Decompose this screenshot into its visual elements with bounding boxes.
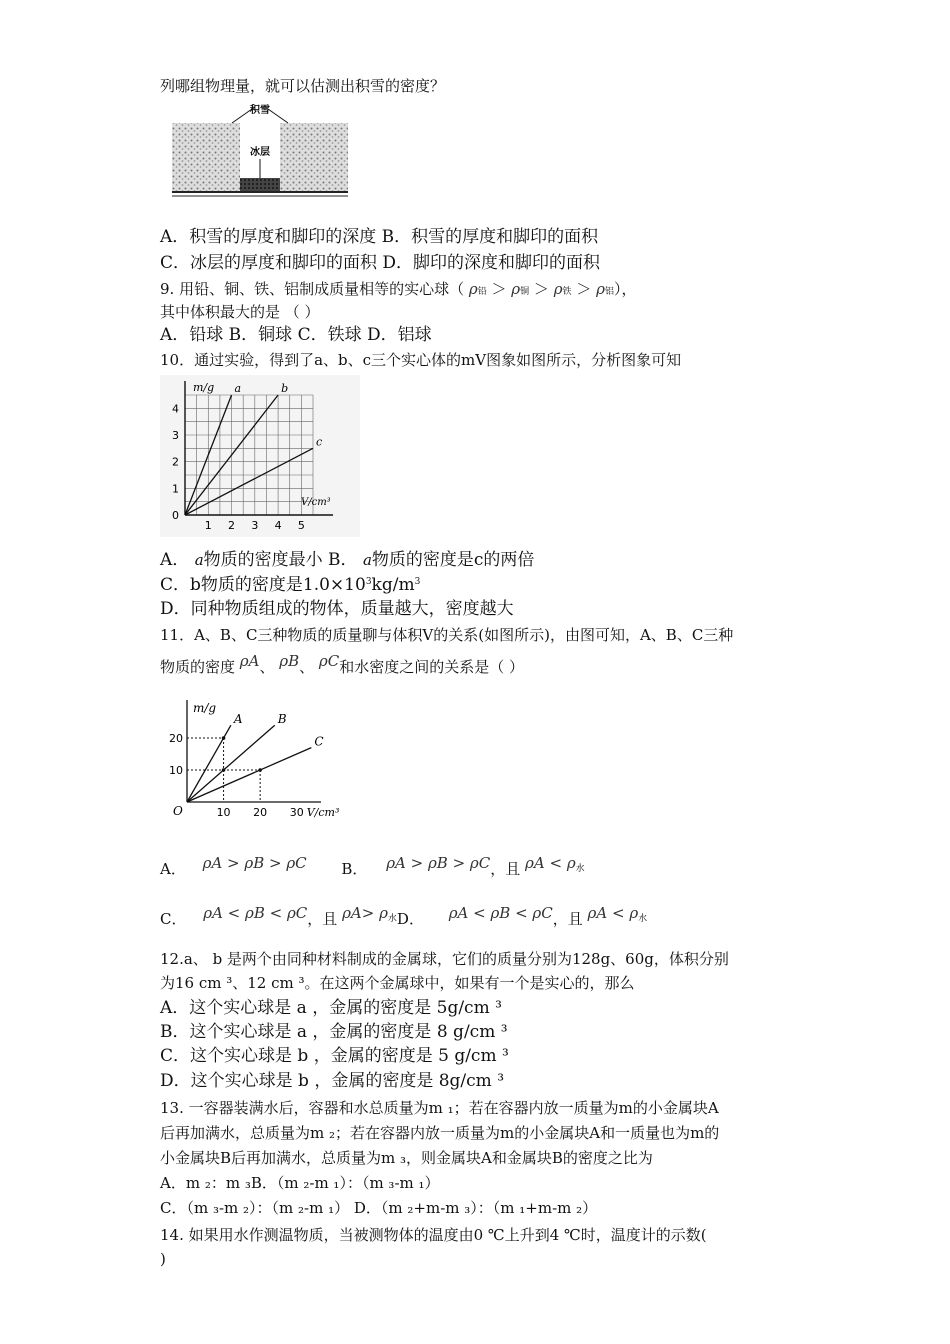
series-label-c: c bbox=[316, 435, 323, 449]
x-tick-label: 5 bbox=[297, 519, 305, 532]
ice-layer bbox=[240, 178, 280, 191]
snow-footprint-figure bbox=[172, 103, 348, 198]
ice-label: 冰层 bbox=[250, 147, 270, 158]
series-label-b: b bbox=[281, 382, 289, 395]
x-tick-label: 30 bbox=[289, 806, 304, 819]
series-label-A: A bbox=[233, 712, 243, 727]
q14-line1: 14. 如果用水作测温物质，当被测物体的温度由0 ℃上升到4 ℃时，温度计的示数( bbox=[160, 1226, 707, 1244]
snow-label: 积雪 bbox=[250, 105, 270, 116]
q13-options-ab: A．m ₂：m ₃B．（m ₂-m ₁）：（m ₃-m ₁） bbox=[160, 1174, 440, 1192]
q13-line2: 后再加满水，总质量为m ₂；若在容器内放一质量为m的小金属块A和一质量也为m的 bbox=[160, 1124, 720, 1142]
q11-mv-chart bbox=[165, 690, 340, 825]
q12-option-d: D．这个实心球是 b ，金属的密度是 8g/cm ³ bbox=[160, 1071, 505, 1091]
series-line-C bbox=[187, 748, 311, 802]
series-line-B bbox=[187, 725, 275, 802]
x-axis-label: V/cm³ bbox=[306, 806, 340, 819]
q13-line1: 13. 一容器装满水后，容器和水总质量为m ₁；若在容器内放一质量为m的小金属块A bbox=[160, 1099, 719, 1117]
series-line-A bbox=[187, 725, 231, 802]
x-tick-label: 1 bbox=[204, 519, 212, 532]
q11-option-cd: C． ρA < ρB < ρC，且 $\rho A> \rho^水D$． ρA < ρB < ρC，且 $\rho A < \rho^水$ bbox=[160, 904, 648, 928]
q10-option-c: C．b物质的密度是$1.0\times 10^3kg/m^3$ bbox=[160, 575, 421, 595]
x-axis-label: V/cm³ bbox=[301, 497, 331, 508]
x-tick-label: 4 bbox=[274, 519, 282, 532]
x-tick-label: 3 bbox=[251, 519, 259, 532]
origin-label: O bbox=[173, 804, 183, 818]
q10-option-row1: A． a物质的密度最小 B． a物质的密度是c的两倍 bbox=[160, 550, 535, 570]
y-axis-label: m/g bbox=[193, 381, 215, 394]
y-tick-label: 2 bbox=[172, 455, 179, 469]
q11-stem-line1: 11．A、B、C三种物质的质量聊与体积V的关系(如图所示)，由图可知，A、B、C三种 bbox=[160, 626, 734, 644]
q9-options: A．铅球 B．铜球 C．铁球 D．铝球 bbox=[160, 325, 432, 345]
q12-option-c: C．这个实心球是 b ，金属的密度是 5 g/cm ³ bbox=[160, 1046, 509, 1066]
y-tick-label: 4 bbox=[172, 402, 179, 416]
snow-left-block bbox=[172, 123, 240, 191]
q10-mv-chart bbox=[160, 375, 360, 537]
q14-line2: ) bbox=[160, 1250, 166, 1268]
y-tick-label: 20 bbox=[169, 732, 183, 745]
q12-stem-line1: 12.a、 b 是两个由同种材料制成的金属球，它们的质量分别为128g、60g，体积分别 bbox=[160, 950, 729, 968]
q8-options-row2: C．冰层的厚度和脚印的面积 D．脚印的深度和脚印的面积 bbox=[160, 253, 601, 273]
q11-stem-line2: 物质的密度 ρA、 ρB、 ρC和水密度之间的关系是（ ） bbox=[160, 652, 524, 676]
y-tick-label: 10 bbox=[169, 764, 183, 777]
q13-line3: 小金属块B后再加满水，总质量为m ₃，则金属块A和金属块B的密度之比为 bbox=[160, 1149, 653, 1167]
q12-option-a: A．这个实心球是 a ，金属的密度是 5g/cm ³ bbox=[160, 998, 502, 1018]
y-axis-label: m/g bbox=[193, 701, 217, 715]
q9-stem-line1: 9. 用铅、铜、铁、铝制成质量相等的实心球（ ρ铅 ＞ ρ铜 ＞ ρ铁 ＞ ρ铝）， bbox=[160, 280, 637, 298]
x-tick-label: 2 bbox=[228, 519, 236, 532]
y-tick-label: 1 bbox=[172, 482, 179, 496]
q8-stem-tail: 列哪组物理量，就可以估测出积雪的密度？ bbox=[160, 77, 446, 95]
y-tick-label: 0 bbox=[172, 509, 179, 522]
x-tick-label: 20 bbox=[253, 806, 268, 819]
y-tick-label: 3 bbox=[172, 429, 179, 442]
q12-stem-line2: 为16 cm ³、12 cm ³。在这两个金属球中，如果有一个是实心的，那么 bbox=[160, 974, 635, 992]
q12-option-b: B．这个实心球是 a ，金属的密度是 8 g/cm ³ bbox=[160, 1022, 508, 1042]
q13-options-cd: C．（m ₃-m ₂）：（m ₂-m ₁） D．（m ₂+m-m ₃）：（m ₁+m-m ₂） bbox=[160, 1199, 598, 1217]
q9-stem-line2: 其中体积最大的是 （ ） bbox=[160, 303, 320, 321]
series-label-B: B bbox=[277, 712, 287, 727]
snow-right-block bbox=[280, 123, 348, 191]
q10-option-d: D．同种物质组成的物体，质量越大，密度越大 bbox=[160, 599, 514, 619]
q10-stem: 10．通过实验，得到了a、b、c三个实心体的mV图象如图所示，分析图象可知 bbox=[160, 351, 682, 369]
q8-options-row1: A．积雪的厚度和脚印的深度 B．积雪的厚度和脚印的面积 bbox=[160, 227, 599, 247]
q11-option-ab: A． ρA > ρB > ρC B． ρA > ρB > ρC，且 $\rho A < \rho^水$ bbox=[160, 854, 585, 878]
series-label-a: a bbox=[234, 382, 242, 395]
series-label-C: C bbox=[314, 734, 324, 749]
x-tick-label: 10 bbox=[216, 806, 231, 819]
